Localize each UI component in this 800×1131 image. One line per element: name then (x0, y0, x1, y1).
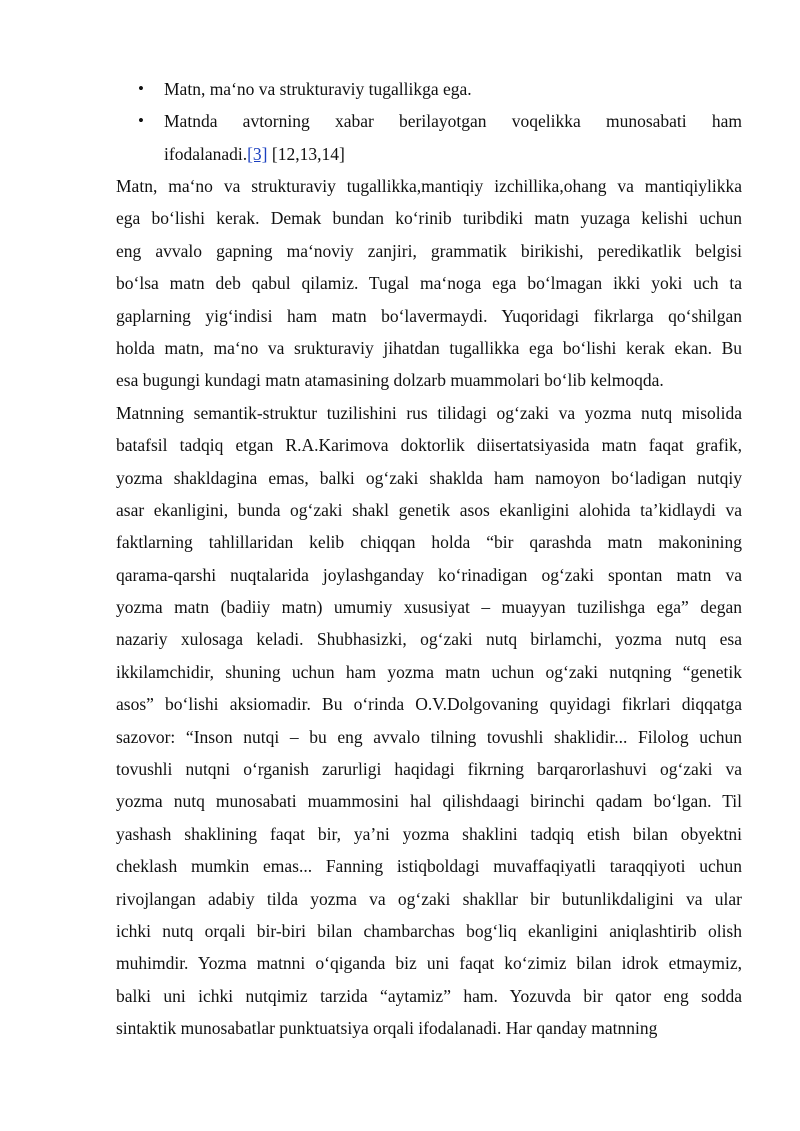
text-line: asar ekanligini, bunda og‘zaki shakl genetik asos ekanligini alohida ta’kidlaydi va (116, 499, 742, 520)
bullet-item (138, 73, 742, 105)
bullet-text-line (164, 138, 742, 170)
text-line: faktlarning tahlillaridan kelib chiqqan holda “bir qarashda matn makonining (116, 532, 742, 553)
text-line: yozma shakldagina emas, balki og‘zaki shaklda ham namoyon bo‘ladigan nutqiy (116, 467, 742, 488)
reference-link[interactable]: [3] (247, 143, 268, 164)
text-line: sazovor: “Inson nutqi – bu eng avvalo tilning tovushli shaklidir... Filolog uchun (116, 726, 742, 747)
text-line: batafsil tadqiq etgan R.A.Karimova doktorlik diisertatsiyasida matn faqat grafik, (116, 435, 742, 456)
text-line: bo‘lsa matn deb qabul qilamiz. Tugal ma‘noga ega bo‘lmagan ikki yoki uch ta (116, 273, 742, 294)
text-line: yashash shaklining faqat bir, ya’ni yozma shaklini tadqiq etish bilan obyektni (116, 823, 742, 844)
text-line: tovushli nutqni o‘rganish zarurligi haqidagi fikrning barqarorlashuvi og‘zaki va (116, 759, 742, 780)
text-line: asos” bo‘lishi aksiomadir. Bu o‘rinda O.V.Dolgovaning quyidagi fikrlari diqqatga (116, 694, 742, 715)
text-line: sintaktik munosabatlar punktuatsiya orqali ifodalanadi. Har qanday matnning (116, 1018, 658, 1039)
text-line: esa bugungi kundagi matn atamasining dolzarb muammolari bo‘lib kelmoqda. (116, 370, 664, 391)
text-line: ikkilamchidir, shuning uchun ham yozma matn uchun og‘zaki nutqning “genetik (116, 661, 742, 682)
text-line: rivojlangan adabiy tilda yozma va og‘zaki shakllar bir butunlikdaligini va ular (116, 888, 742, 909)
text-line: yozma nutq munosabati muammosini hal qilishdaagi birinchi qadam bo‘lgan. Til (116, 791, 742, 812)
bullet-text-prefix: ifodalanadi. (164, 143, 248, 164)
text-line: eng avvalo gapning ma‘noviy zanjiri, grammatik birikishi, peredikatlik belgisi (116, 240, 742, 261)
bullet-text-suffix: [12,13,14] (267, 143, 345, 164)
text-line: Matn, ma‘no va strukturaviy tugallikka,mantiqiy izchillika,ohang va mantiqiylikka (116, 176, 742, 196)
text-line: holda matn, ma‘no va srukturaviy jihatdan tugallikka ega bo‘lishi kerak ekan. Bu (116, 337, 742, 358)
bullet-list (138, 73, 742, 170)
paragraph (116, 397, 742, 1045)
text-line: ichki nutq orqali bir-biri bilan chambarchas bog‘liq ekanligini aniqlashtirib olish (116, 920, 742, 941)
bullet-dot-icon: • (138, 111, 144, 131)
paragraph (116, 170, 742, 397)
text-line: gaplarning yig‘indisi ham matn bo‘lavermaydi. Yuqoridagi fikrlarga qo‘shilgan (116, 305, 742, 326)
text-line: nazariy xulosaga keladi. Shubhasizki, og‘zaki nutq birlamchi, yozma nutq esa (116, 629, 742, 650)
bullet-item (138, 105, 742, 170)
bullet-dot-icon: • (138, 79, 144, 98)
bullet-text: Matn, ma‘no va strukturaviy tugallikga ega. (164, 79, 472, 99)
text-line: qarama-qarshi nuqtalarida joylashganday ko‘rinadigan og‘zaki spontan matn va (116, 564, 742, 585)
text-line: ega bo‘lishi kerak. Demak bundan ko‘rinib turibdiki matn yuzaga kelishi uchun (116, 208, 742, 229)
text-line: Matnning semantik-struktur tuzilishini rus tilidagi og‘zaki va yozma nutq misolida (116, 402, 742, 423)
body-text (116, 170, 742, 1045)
text-line: muhimdir. Yozma matnni o‘qiganda biz uni faqat ko‘zimiz bilan idrok etmaymiz, (116, 953, 742, 974)
text-line: cheklash mumkin emas... Fanning istiqboldagi muvaffaqiyatli taraqqiyoti uchun (116, 856, 742, 877)
bullet-text-line: Matnda avtorning xabar berilayotgan voqelikka munosabati ham (164, 111, 742, 132)
text-line: yozma matn (badiiy matn) umumiy xususiyat – muayyan tuzilishga ega” degan (116, 597, 742, 618)
text-line: balki uni ichki nutqimiz tarzida “aytamiz” ham. Yozuvda bir qator eng sodda (116, 985, 742, 1006)
